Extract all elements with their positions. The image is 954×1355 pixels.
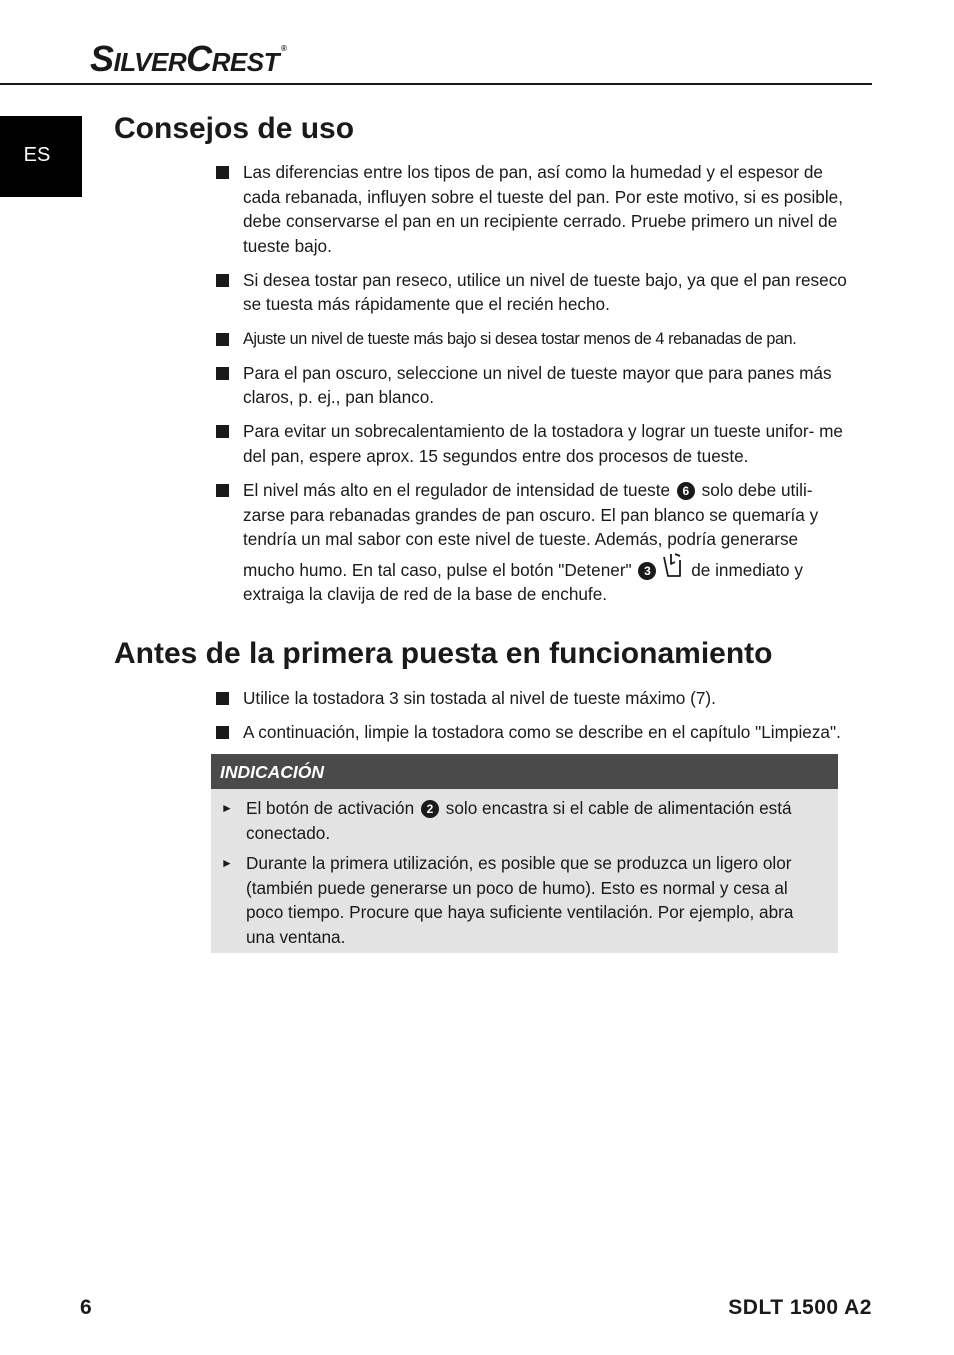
triangle-right-icon: ► bbox=[221, 856, 233, 871]
silvercrest-logo: SILVERCREST ® bbox=[90, 38, 287, 79]
number-badge-3: 3 bbox=[638, 562, 656, 580]
tips-list bbox=[216, 160, 848, 617]
list-item: Ajuste un nivel de tueste más bajo si desea tostar menos de 4 rebanadas de pan. bbox=[216, 327, 848, 352]
note-list bbox=[221, 796, 821, 956]
number-badge-6: 6 bbox=[677, 482, 695, 500]
square-bullet-icon bbox=[216, 333, 229, 346]
square-bullet-icon bbox=[216, 274, 229, 287]
square-bullet-icon bbox=[216, 484, 229, 497]
section-title-primera-puesta: Antes de la primera puesta en funcionamiento bbox=[114, 637, 773, 670]
number-badge-2: 2 bbox=[421, 800, 439, 818]
triangle-right-icon: ► bbox=[221, 801, 233, 815]
list-item: A continuación, limpie la tostadora como se describe en el capítulo "Limpieza". bbox=[216, 720, 848, 745]
language-label: ES bbox=[23, 144, 51, 166]
square-bullet-icon bbox=[216, 692, 229, 705]
list-item: Las diferencias entre los tipos de pan, así como la humedad y el espesor de cada rebanada, influyen sobre el tueste del pan. Por este motivo, si es posible, debe conservarse el pan en un recipiente cerrado. Pruebe primero un nivel de tueste bajo. bbox=[216, 160, 848, 258]
square-bullet-icon bbox=[216, 726, 229, 739]
list-item: Si desea tostar pan reseco, utilice un nivel de tueste bajo, ya que el pan reseco se tuesta más rápidamente que el recién hecho. bbox=[216, 268, 848, 317]
note-item: ► Durante la primera utilización, es posible que se produzca un ligero olor (también puede generarse un poco de humo). Esto es normal y cesa al poco tiempo. Procure que haya suficiente ventilación. Por ejemplo, abra una ventana. bbox=[221, 853, 794, 947]
language-tab bbox=[0, 116, 82, 197]
list-item: Para evitar un sobrecalentamiento de la tostadora y lograr un tueste unifor- me del pan, espere aprox. 15 segundos entre dos procesos de tueste. bbox=[216, 419, 848, 468]
note-box bbox=[211, 754, 838, 953]
square-bullet-icon bbox=[216, 367, 229, 380]
square-bullet-icon bbox=[216, 166, 229, 179]
page-number: 6 bbox=[80, 1296, 92, 1319]
square-bullet-icon bbox=[216, 425, 229, 438]
stop-button-icon bbox=[660, 552, 684, 578]
list-item: Utilice la tostadora 3 sin tostada al nivel de tueste máximo (7). bbox=[216, 686, 848, 711]
note-header: INDICACIÓN bbox=[211, 754, 838, 789]
list-item: El nivel más alto en el regulador de intensidad de tueste 6 solo debe utili- zarse para rebanadas grandes de pan oscuro. El pan blanco se quemaría y tendría un mal sabor con este nivel de tueste. Además, podría generarse mucho humo. En tal caso, pulse el botón "Detener" 3 de inmediato y extraiga la clavija de red de la base de enchufe. bbox=[216, 478, 848, 607]
section-title-consejos: Consejos de uso bbox=[114, 112, 355, 145]
list-item: Para el pan oscuro, seleccione un nivel de tueste mayor que para panes más claros, p. ej., pan blanco. bbox=[216, 361, 848, 410]
header-rule bbox=[0, 83, 872, 85]
note-item: ► El botón de activación 2 solo encastra si el cable de alimentación está conectado. bbox=[221, 798, 792, 843]
model-number: SDLT 1500 A2 bbox=[728, 1296, 872, 1319]
first-use-list bbox=[216, 686, 848, 754]
